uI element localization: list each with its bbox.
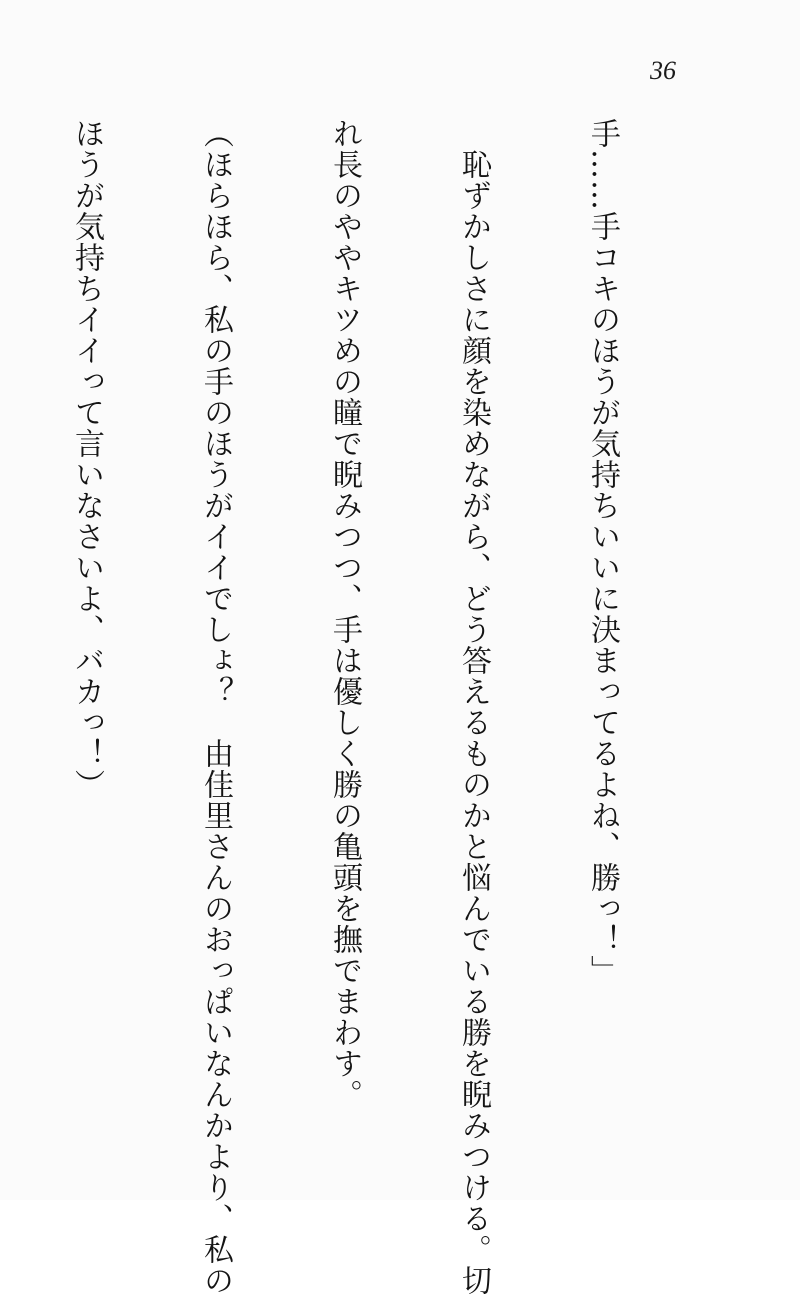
text-line: 恥ずかしさに顔を染めながら、どう答えるものかと悩んでいる勝を睨みつける。切	[456, 118, 491, 1296]
text-line: ほうが気持ちイイって言いなさいよ、バカっ！）	[69, 118, 104, 800]
text-line: （ほらほら、私の手のほうがイイでしょ？ 由佳里さんのおっぱいなんかより、私の	[198, 118, 233, 1296]
text-line: 手……手コキのほうが気持ちいいに決まってるよね、勝っ！」	[585, 118, 620, 986]
text-line: れ長のややキツめの瞳で睨みつつ、手は優しく勝の亀頭を撫でまわす。	[327, 118, 362, 1110]
page-number: 36	[650, 56, 676, 85]
vertical-text-body	[60, 118, 710, 1296]
